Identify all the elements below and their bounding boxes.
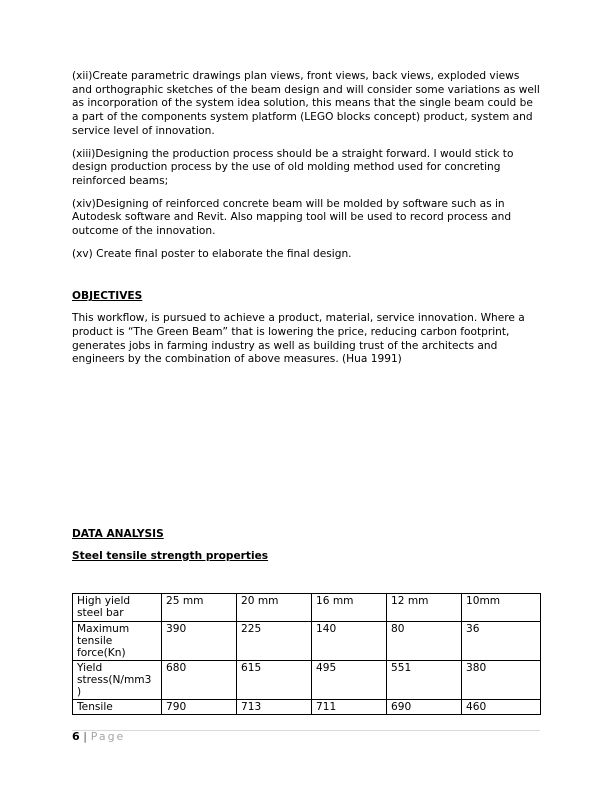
table-cell: 25 mm <box>162 594 237 622</box>
paragraph-xv: (xv) Create final poster to elaborate the final design. <box>72 247 352 260</box>
table-cell: 495 <box>312 661 387 700</box>
page-footer <box>72 730 125 744</box>
table-cell: 615 <box>237 661 312 700</box>
steel-properties-table <box>72 593 541 715</box>
footer-separator: | <box>83 730 88 743</box>
table-cell: 711 <box>312 700 387 715</box>
page-body <box>72 70 540 376</box>
data-analysis-heading: DATA ANALYSIS <box>72 528 164 540</box>
table-cell: 12 mm <box>387 594 462 622</box>
page-number: 6 <box>72 730 80 743</box>
table-cell: 225 <box>237 622 312 661</box>
table-cell: Tensile <box>73 700 162 715</box>
table-cell: 690 <box>387 700 462 715</box>
table-cell: 680 <box>162 661 237 700</box>
table-cell: 16 mm <box>312 594 387 622</box>
table-cell: Yield stress(N/mm3 ) <box>73 661 162 700</box>
table-cell: Maximum tensile force(Kn) <box>73 622 162 661</box>
footer-divider <box>72 730 540 731</box>
paragraph-xii: (xii)Create parametric drawings plan views, front views, back views, exploded views and orthographic sketches of the beam design and will consider some variations as well as incorporation of the system idea solution, this means that the single beam could be a part of the components system platform (LEGO blocks concept) product, system and service level of innovation. <box>72 70 540 137</box>
table-row <box>73 661 541 700</box>
page-label: Page <box>90 730 126 743</box>
steel-properties-heading: Steel tensile strength properties <box>72 550 269 562</box>
table-cell: 790 <box>162 700 237 715</box>
table-cell: 460 <box>462 700 541 715</box>
table-row <box>73 622 541 661</box>
table-row <box>73 594 541 622</box>
table-row <box>73 700 541 715</box>
objectives-heading: OBJECTIVES <box>72 290 143 303</box>
paragraph-xiv: (xiv)Designing of reinforced concrete beam will be molded by software such as in Autodesk software and Revit. Also mapping tool will be used to record process and outcome of the innovation. <box>72 197 512 238</box>
table-cell: 20 mm <box>237 594 312 622</box>
table-cell: 10mm <box>462 594 541 622</box>
table-cell: 713 <box>237 700 312 715</box>
table-cell: 380 <box>462 661 541 700</box>
table-cell: 551 <box>387 661 462 700</box>
table-cell: 36 <box>462 622 541 661</box>
table-cell: High yield steel bar <box>73 594 162 622</box>
objectives-text: This workflow, is pursued to achieve a product, material, service innovation. Where a product is “The Green Beam” that is lowering the price, reducing carbon footprint, generates jobs in farming industry as well as building trust of the architects and engineers by the combination of above measures. (Hua 1991) <box>72 312 525 366</box>
table-cell: 390 <box>162 622 237 661</box>
paragraph-xiii: (xiii)Designing the production process should be a straight forward. I would stick to design production process by the use of old molding method used for concreting reinforced beams; <box>72 147 514 187</box>
table-cell: 140 <box>312 622 387 661</box>
table-cell: 80 <box>387 622 462 661</box>
